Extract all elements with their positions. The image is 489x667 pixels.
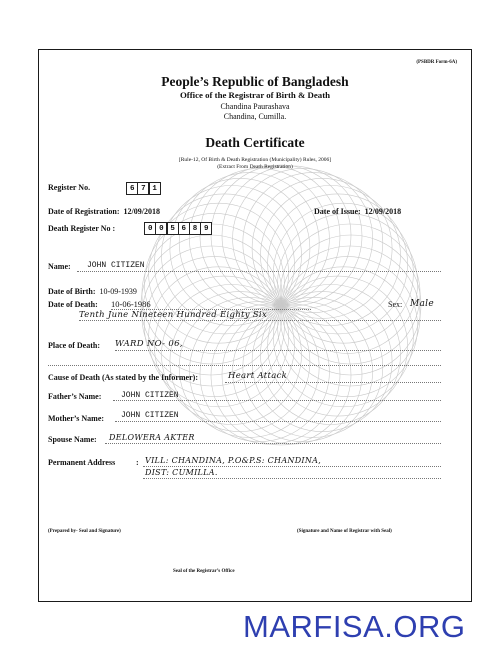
death-register-digit: 0 [144,222,156,235]
address-underline-1 [143,466,441,467]
sex-value: Male [410,299,434,309]
cause-underline [225,382,441,383]
issue-date-row [314,201,401,219]
address-underline-2 [143,478,441,479]
name-value: JOHN CITIZEN [87,261,145,270]
register-digit: 1 [149,182,161,195]
death-register-boxes [145,222,212,235]
death-date-in-words: Tenth June Nineteen Hundred Eighty Six [79,310,268,320]
country-title: People’s Republic of Bangladesh [161,74,349,89]
registration-date-label: Date of Registration: [48,207,120,216]
death-register-digit: 5 [167,222,179,235]
permanent-address-label: Permanent Address [48,458,116,467]
place-of-death-label: Place of Death: [48,341,100,350]
spouse-underline [105,443,441,444]
father-name-value: JOHN CITIZEN [121,391,179,400]
death-register-digit: 8 [189,222,201,235]
office-title: Office of the Registrar of Birth & Death [179,90,331,100]
form-code: (PSBDR Form-6A) [416,60,457,65]
sex-label: Sex: [388,300,403,309]
death-register-label: Death Register No : [48,224,116,233]
death-date-underline [111,309,311,310]
name-underline [77,271,441,272]
birth-date-label: Date of Birth: [48,287,96,296]
death-certificate [38,49,472,602]
death-register-digit: 9 [200,222,212,235]
spouse-name-label: Spouse Name: [48,435,97,444]
death-words-underline [79,320,441,321]
office-address-line1: Chandina Paurashava [220,102,290,111]
father-name-label: Father’s Name: [48,392,102,401]
registrar-signature-caption: (Signature and Name of Registrar with Seal) [297,529,392,534]
address-line1: VILL: CHANDINA, P.O&P.S: CHANDINA, [145,456,322,465]
register-no-boxes [127,182,161,195]
place-underline [115,350,441,351]
issue-date-value: 12/09/2018 [364,207,402,216]
register-no-label: Register No. [48,183,91,192]
birth-date-value: 10-09-1939 [99,287,137,296]
office-address-line2: Chandina, Cumilla. [223,112,287,121]
mother-underline [115,421,441,422]
address-colon: : [136,458,139,467]
place-underline-2 [48,365,441,366]
site-watermark: MARFISA.ORG [243,609,466,644]
registration-date-row [48,201,160,219]
cause-of-death-label: Cause of Death (As stated by the Informer): [48,373,198,382]
mother-name-value: JOHN CITIZEN [121,411,179,420]
address-line2: DIST: CUMILLA. [145,468,218,477]
death-date-label: Date of Death: [48,300,98,309]
extract-note: (Extract From Death Registration) [217,164,293,170]
registration-date-value: 12/09/2018 [123,207,160,216]
spouse-name-value: DELOWERA AKTER [109,433,195,442]
cause-of-death-value: Heart Attack [228,371,288,381]
birth-date-row [48,281,137,299]
register-digit: 6 [126,182,138,195]
registrar-office-seal-caption: Seal of the Registrar’s Office [173,569,235,574]
death-register-digit: 0 [155,222,167,235]
document-title: Death Certificate [205,135,305,150]
mother-name-label: Mother’s Name: [48,414,105,423]
death-date-value: 10-06-1986 [111,299,151,309]
death-register-digit: 6 [178,222,190,235]
father-underline [113,400,441,401]
prepared-by-caption: (Prepared by- Seal and Signature) [48,529,121,534]
name-label: Name: [48,262,71,271]
rule-reference: [Rule-12, Of Birth & Death Registration (Municipality) Rules, 2006] [178,157,332,163]
place-of-death-value: WARD NO- 06, [115,339,183,349]
issue-date-label: Date of Issue: [314,207,361,216]
register-digit: 7 [137,182,149,195]
